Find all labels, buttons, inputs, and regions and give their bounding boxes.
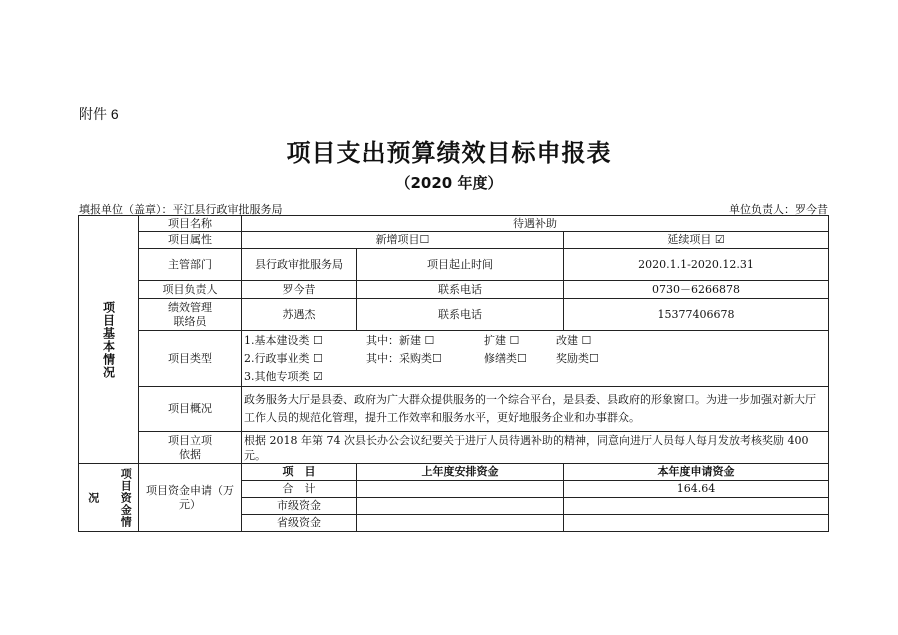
attr-continue-option: 延续项目 ☑ bbox=[564, 232, 829, 249]
project-attr-label: 项目属性 bbox=[139, 232, 242, 249]
phone-label: 联系电话 bbox=[357, 281, 564, 299]
attr-new-option: 新增项目☐ bbox=[242, 232, 564, 249]
overview-label: 项目概况 bbox=[139, 387, 242, 432]
fund-province-last bbox=[357, 515, 564, 532]
dept-value: 县行政审批服务局 bbox=[242, 249, 357, 281]
fund-city-label: 市级资金 bbox=[242, 498, 357, 515]
unit-owner: 单位负责人：罗今昔 bbox=[729, 203, 828, 216]
phone-value: 0730－6266878 bbox=[564, 281, 829, 299]
basis-label: 项目立项 依据 bbox=[139, 432, 242, 464]
fund-total-last bbox=[357, 481, 564, 498]
filling-unit: 填报单位（盖章）：平江县行政审批服务局 bbox=[79, 203, 283, 216]
project-type-label: 项目类型 bbox=[139, 331, 242, 387]
project-name-value: 待遇补助 bbox=[242, 216, 829, 232]
fund-city-last bbox=[357, 498, 564, 515]
fund-province-this bbox=[564, 515, 829, 532]
fund-total-label: 合 计 bbox=[242, 481, 357, 498]
type-line-3: 3.其他专项类 ☑ bbox=[244, 369, 323, 383]
fund-city-this bbox=[564, 498, 829, 515]
section-funding-right: 项目资金情 bbox=[119, 467, 133, 528]
overview-value: 政务服务大厅是县委、政府为广大群众提供服务的一个综合平台，是县委、县政府的形象窗口。为进一步加强对新大厅工作人员的规范化管理，提升工作效率和服务水平，更好地服务企业和办事群众。 bbox=[242, 387, 829, 432]
fund-header-this-year: 本年度申请资金 bbox=[564, 464, 829, 481]
perf-contact-value: 苏遇杰 bbox=[242, 299, 357, 331]
section-funding-left: 况 bbox=[86, 491, 100, 504]
section-funding bbox=[79, 464, 139, 532]
dept-label: 主管部门 bbox=[139, 249, 242, 281]
basis-value: 根据 2018 年第 74 次县长办公会议纪要关于进厅人员待遇补助的精神，同意向进厅人员每人每月发放考核奖励 400 元。 bbox=[242, 432, 829, 464]
period-label: 项目起止时间 bbox=[357, 249, 564, 281]
type-line-1: 1.基本建设类 ☐ 其中：新建 ☐ 扩建 ☐ 改建 ☐ bbox=[244, 333, 592, 347]
period-value: 2020.1.1-2020.12.31 bbox=[564, 249, 829, 281]
fund-header-item: 项 目 bbox=[242, 464, 357, 481]
fund-header-last-year: 上年度安排资金 bbox=[357, 464, 564, 481]
fund-total-this: 164.64 bbox=[564, 481, 829, 498]
project-type-options bbox=[242, 331, 829, 387]
page-title: 项目支出预算绩效目标申报表 bbox=[286, 139, 612, 167]
budget-form-table bbox=[78, 215, 829, 532]
page-subtitle: （2020 年度） bbox=[395, 174, 503, 192]
leader-label: 项目负责人 bbox=[139, 281, 242, 299]
leader-value: 罗今昔 bbox=[242, 281, 357, 299]
project-name-label: 项目名称 bbox=[139, 216, 242, 232]
fund-request-label: 项目资金申请（万元） bbox=[139, 464, 242, 532]
phone2-value: 15377406678 bbox=[564, 299, 829, 331]
phone2-label: 联系电话 bbox=[357, 299, 564, 331]
attachment-label: 附件 6 bbox=[79, 106, 119, 122]
section-basic-info: 项目基本情况 bbox=[79, 216, 139, 464]
perf-contact-label: 绩效管理 联络员 bbox=[139, 299, 242, 331]
fund-province-label: 省级资金 bbox=[242, 515, 357, 532]
type-line-2: 2.行政事业类 ☐ 其中：采购类☐ 修缮类☐ 奖励类☐ bbox=[244, 351, 599, 365]
